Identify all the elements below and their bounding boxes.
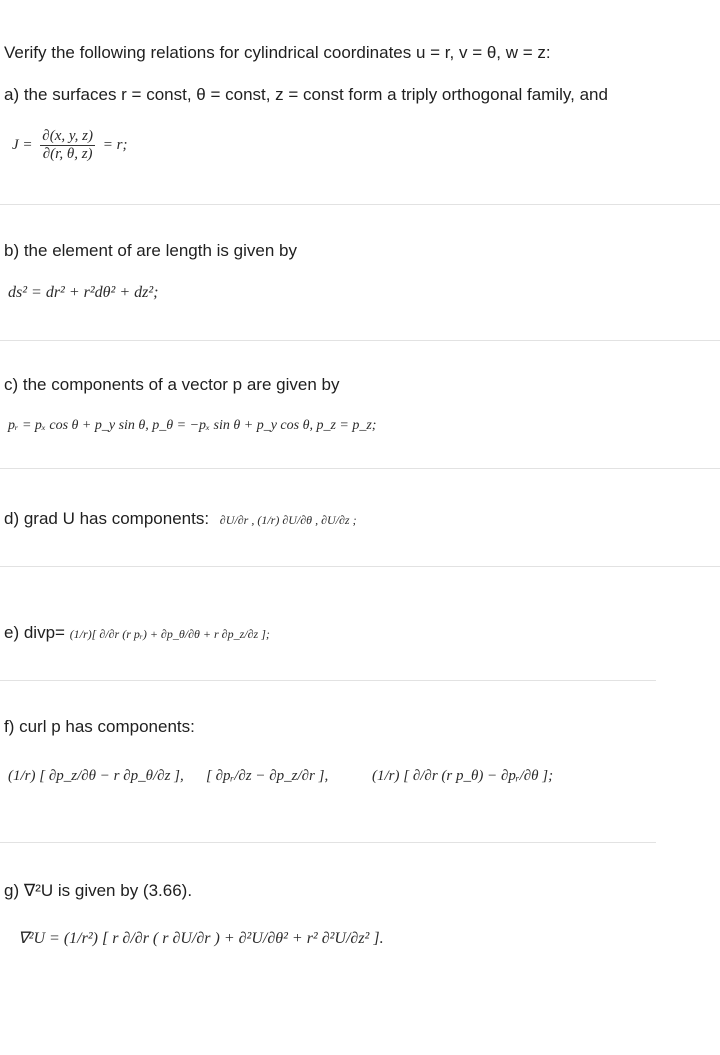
divider [0,204,720,205]
item-e-label: e) divp= [4,623,65,642]
item-b-text: b) the element of are length is given by [4,241,297,260]
divider [0,468,720,469]
jacobian-denominator: ∂(r, θ, z) [42,146,93,162]
item-e-text [4,622,270,645]
divider [0,566,720,567]
grad-components: ∂U/∂r , (1/r) ∂U/∂θ , ∂U/∂z ; [219,513,357,527]
intro-text: Verify the following relations for cylindrical coordinates u = r, v = θ, w = z: [4,43,551,62]
divider [0,340,720,341]
item-g-text: g) ∇²U is given by (3.66). [4,881,193,900]
divider [0,842,656,843]
curl-component-2: [ ∂pᵣ/∂z − ∂p_z/∂r ], [206,768,329,784]
arc-length-equation: ds² = dr² + r²dθ² + dz²; [8,284,159,301]
curl-component-3: (1/r) [ ∂/∂r (r p_θ) − ∂pᵣ/∂θ ]; [372,768,554,784]
item-f-text: f) curl p has components: [4,717,195,736]
laplacian-equation: ∇²U = (1/r²) [ r ∂/∂r ( r ∂U/∂r ) + ∂²U/∂θ² + r² ∂²U/∂z² ]. [18,930,384,947]
jacobian-rhs: = r; [102,136,128,153]
item-d-text [4,508,357,531]
item-d-label: d) grad U has components: [4,509,210,528]
item-c-text: c) the components of a vector p are given by [4,375,340,394]
vector-components-equation: pᵣ = pₓ cos θ + p_y sin θ, p_θ = −pₓ sin θ + p_y cos θ, p_z = p_z; [8,418,377,433]
jacobian-numerator: ∂(x, y, z) [42,128,94,144]
jacobian-equation [12,128,127,163]
jacobian-lhs: J = [12,136,33,153]
curl-component-1: (1/r) [ ∂p_z/∂θ − r ∂p_θ/∂z ], [8,768,184,784]
divergence-equation: (1/r)[ ∂/∂r (r pᵣ) + ∂p_θ/∂θ + r ∂p_z/∂z ]; [69,627,270,641]
divider [0,680,656,681]
item-a-text: a) the surfaces r = const, θ = const, z = const form a triply orthogonal family, and [4,85,608,104]
